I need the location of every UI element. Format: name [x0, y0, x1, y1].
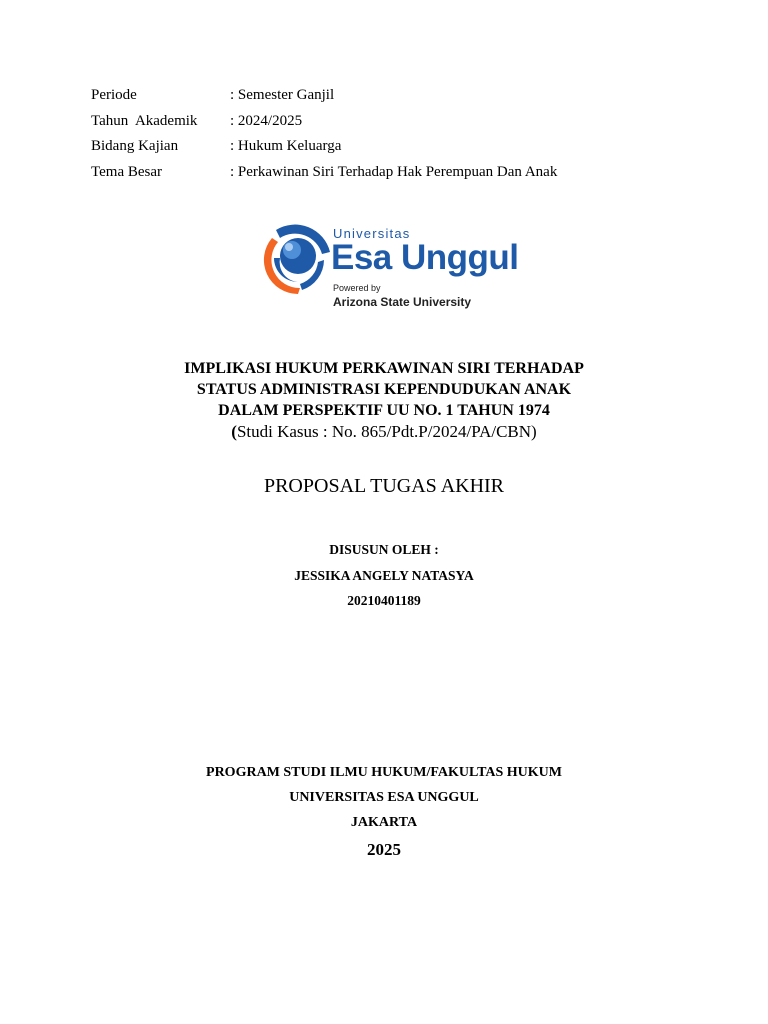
meta-row-tema-besar	[91, 161, 557, 187]
author-name: JESSIKA ANGELY NATASYA	[294, 567, 474, 583]
metadata-table	[91, 84, 557, 186]
author-block	[0, 540, 768, 617]
meta-label: Tema Besar	[91, 163, 163, 180]
title-line: STATUS ADMINISTRASI KEPENDUDUKAN ANAK	[196, 381, 572, 398]
document-type: PROPOSAL TUGAS AKHIR	[263, 475, 505, 497]
footer-university: UNIVERSITAS ESA UNGGUL	[289, 790, 479, 805]
meta-value: : Perkawinan Siri Terhadap Hak Perempuan Dan Anak	[230, 163, 558, 180]
thesis-title	[0, 358, 768, 421]
footer-city: JAKARTA	[350, 815, 418, 830]
meta-value: : Hukum Keluarga	[230, 138, 342, 154]
case-study-text: Studi Kasus : No. 865/Pdt.P/2024/PA/CBN)	[236, 422, 537, 441]
logo-brand-text: Esa Unggul	[331, 238, 519, 277]
meta-row-periode	[91, 84, 557, 110]
institution-footer	[0, 763, 768, 864]
title-line: DALAM PERSPEKTIF UU NO. 1 TAHUN 1974	[218, 402, 550, 419]
logo-universitas-text: Universitas	[333, 226, 411, 241]
footer-program: PROGRAM STUDI ILMU HUKUM/FAKULTAS HUKUM	[206, 765, 562, 780]
author-label: DISUSUN OLEH :	[329, 542, 439, 557]
title-line: IMPLIKASI HUKUM PERKAWINAN SIRI TERHADAP	[184, 360, 584, 377]
meta-value: : 2024/2025	[230, 112, 303, 129]
footer-year: 2025	[367, 840, 401, 859]
meta-row-bidang-kajian	[91, 135, 557, 161]
meta-label: Tahun Akademik	[91, 112, 198, 129]
author-student-id: 20210401189	[347, 593, 421, 608]
meta-label: Bidang Kajian	[91, 138, 179, 154]
logo-emblem-icon	[258, 218, 332, 298]
meta-label: Periode	[91, 87, 137, 103]
meta-value: : Semester Ganjil	[230, 87, 335, 103]
case-open-paren: (	[231, 422, 237, 441]
logo-powered-by-text: Powered by	[333, 283, 381, 293]
university-logo	[258, 218, 519, 314]
case-study-line	[0, 421, 768, 443]
logo-partner-text: Arizona State University	[333, 295, 472, 309]
meta-row-tahun-akademik	[91, 110, 557, 136]
